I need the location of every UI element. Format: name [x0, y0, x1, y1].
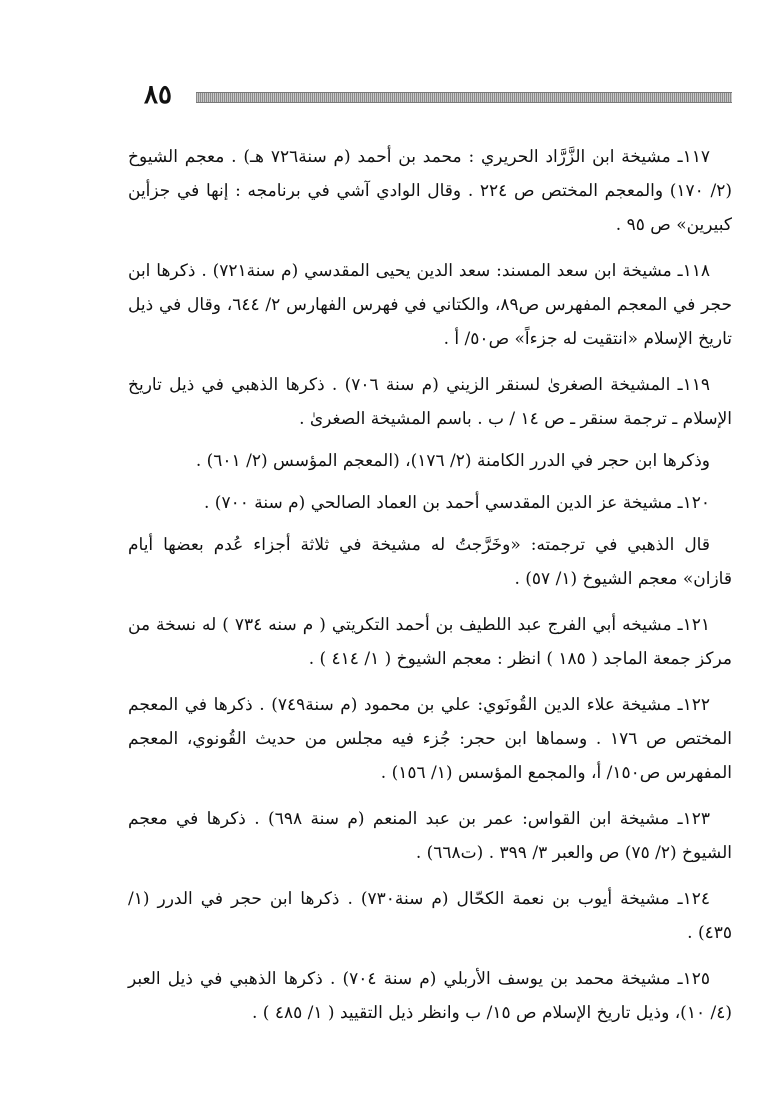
- entry-120: ١٢٠ـ مشيخة عز الدين المقدسي أحمد بن العماد الصالحي (م سنة ٧٠٠) .: [204, 493, 710, 513]
- entry-125: ١٢٥ـ مشيخة محمد بن يوسف الأربلي (م سنة ٧٠٤) . ذكرها الذهبي في ذيل العبر (٤/ ١٠)، وذيل تاريخ الإسلام ص ١٥/ ب وانظر ذيل التقييد ( ١/ ٤٨٥ ) .: [128, 969, 732, 1023]
- page-header: [128, 80, 732, 110]
- entry-124: ١٢٤ـ مشيخة أيوب بن نعمة الكحّال (م سنة٧٣٠) . ذكرها ابن حجر في الدرر (١/ ٤٣٥) .: [128, 889, 732, 943]
- page-number: ٨٥: [144, 80, 172, 110]
- entry-119-note: وذكرها ابن حجر في الدرر الكامنة (٢/ ١٧٦)، (المعجم المؤسس (٢/ ٦٠١) .: [195, 451, 710, 471]
- header-rule: [196, 92, 732, 103]
- entry-119: ١١٩ـ المشيخة الصغرىٰ لسنقر الزيني (م سنة ٧٠٦) . ذكرها الذهبي في ذيل تاريخ الإسلام ـ ترجمة سنقر ـ ص ١٤ / ب . باسم المشيخة الصغرىٰ .: [128, 375, 732, 429]
- entry-120-note: قال الذهبي في ترجمته: «وخَرَّجتُ له مشيخة في ثلاثة أجزاء عُدم بعضها أيام قازان» معجم الشيوخ (١/ ٥٧) .: [128, 535, 732, 589]
- entry-123: ١٢٣ـ مشيخة ابن القواس: عمر بن عبد المنعم (م سنة ٦٩٨) . ذكرها في معجم الشيوخ (٢/ ٧٥) ص والعبر ٣/ ٣٩٩ . (ت٦٦٨) .: [128, 809, 732, 863]
- entry-122: ١٢٢ـ مشيخة علاء الدين القُونَوي: علي بن محمود (م سنة٧٤٩) . ذكرها في المعجم المختص ص ١٧٦ . وسماها ابن حجر: جُزء فيه مجلس من حديث القُونوي، المعجم المفهرس ص١٥٠/ أ، والمجمع المؤسس (١/ ١٥٦) .: [128, 695, 732, 783]
- page-body: [128, 140, 732, 1042]
- entry-117: ١١٧ـ مشيخة ابن الزَّرَّاد الحريري : محمد بن أحمد (م سنة٧٢٦ هـ) . معجم الشيوخ (٢/ ١٧٠) والمعجم المختص ص ٢٢٤ . وقال الوادي آشي في برنامجه : إنها في جزأين كبيرين» ص ٩٥ .: [128, 147, 732, 235]
- entry-118: ١١٨ـ مشيخة ابن سعد المسند: سعد الدين يحيى المقدسي (م سنة٧٢١) . ذكرها ابن حجر في المعجم المفهرس ص٨٩، والكتاني في فهرس الفهارس ٢/ ٦٤٤، وقال في ذيل تاريخ الإسلام «انتقيت له جزءاً» ص٥٠/ أ .: [128, 261, 732, 349]
- entry-121: ١٢١ـ مشيخه أبي الفرج عبد اللطيف بن أحمد التكريتي ( م سنه ٧٣٤ ) له نسخة من مركز جمعة الماجد ( ١٨٥ ) انظر : معجم الشيوخ ( ١/ ٤١٤ ) .: [128, 615, 732, 669]
